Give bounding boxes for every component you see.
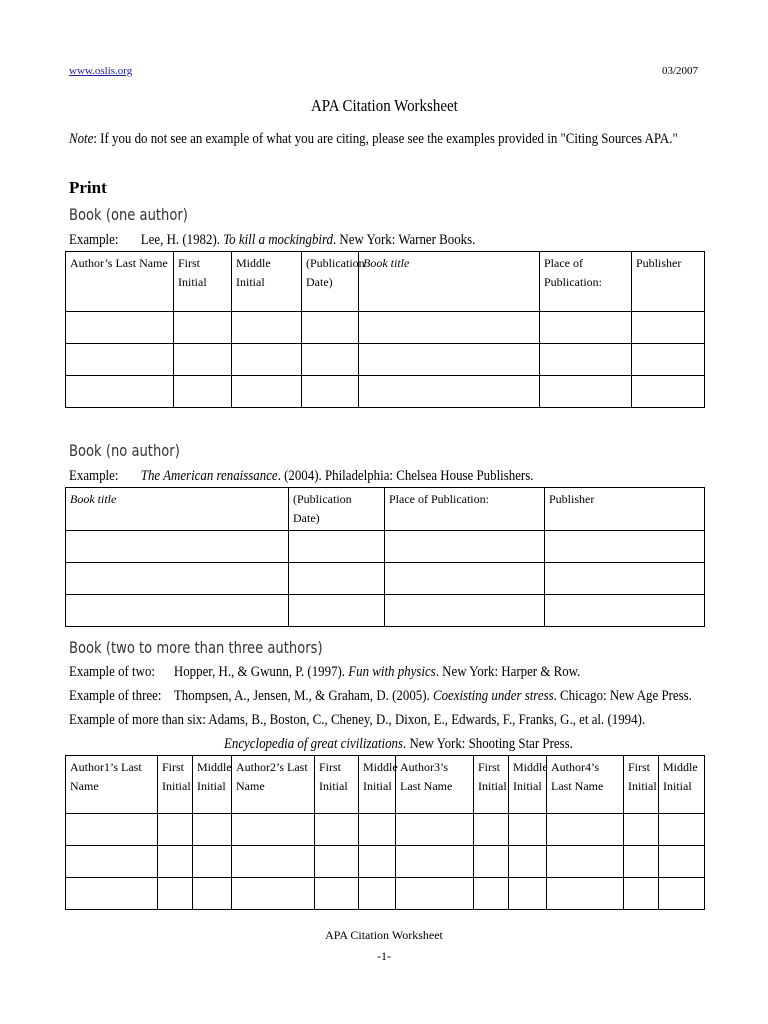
input-cell[interactable] xyxy=(624,878,659,910)
input-cell[interactable] xyxy=(66,878,158,910)
table-header-row xyxy=(66,488,705,531)
input-cell[interactable] xyxy=(193,814,232,846)
site-link[interactable]: www.oslis.org xyxy=(69,65,133,77)
input-cell[interactable] xyxy=(396,814,474,846)
input-cell[interactable] xyxy=(359,312,540,344)
table-row xyxy=(66,531,705,563)
input-cell[interactable] xyxy=(174,312,232,344)
input-cell[interactable] xyxy=(547,878,624,910)
page-title: APA Citation Worksheet xyxy=(310,96,458,115)
column-header: Middle Initial xyxy=(509,756,547,814)
example-six-authors-continued: Encyclopedia of great civilizations. New York: Shooting Star Press. xyxy=(224,736,573,752)
input-cell[interactable] xyxy=(158,814,193,846)
table-no-author xyxy=(65,487,705,627)
input-cell[interactable] xyxy=(302,376,359,408)
table-row xyxy=(66,312,705,344)
input-cell[interactable] xyxy=(289,563,385,595)
input-cell[interactable] xyxy=(359,814,396,846)
input-cell[interactable] xyxy=(174,344,232,376)
input-cell[interactable] xyxy=(474,846,509,878)
input-cell[interactable] xyxy=(474,814,509,846)
input-cell[interactable] xyxy=(193,878,232,910)
input-cell[interactable] xyxy=(232,846,315,878)
input-cell[interactable] xyxy=(385,563,545,595)
column-header: Middle Initial xyxy=(359,756,396,814)
input-cell[interactable] xyxy=(302,312,359,344)
input-cell[interactable] xyxy=(545,595,705,627)
input-cell[interactable] xyxy=(158,846,193,878)
column-header: (Publication Date) xyxy=(289,488,385,531)
column-header: Author3’s Last Name xyxy=(396,756,474,814)
column-header: Middle Initial xyxy=(659,756,705,814)
input-cell[interactable] xyxy=(193,846,232,878)
input-cell[interactable] xyxy=(396,846,474,878)
column-header: First Initial xyxy=(474,756,509,814)
input-cell[interactable] xyxy=(632,376,705,408)
input-cell[interactable] xyxy=(509,878,547,910)
input-cell[interactable] xyxy=(174,376,232,408)
column-header: First Initial xyxy=(158,756,193,814)
input-cell[interactable] xyxy=(659,814,705,846)
column-header: Book title xyxy=(66,488,289,531)
document-date: 03/2007 xyxy=(662,65,699,77)
example-one-author: Example: Lee, H. (1982). To kill a mockingbird. New York: Warner Books. xyxy=(69,232,476,248)
input-cell[interactable] xyxy=(232,344,302,376)
table-row xyxy=(66,878,705,910)
input-cell[interactable] xyxy=(545,531,705,563)
input-cell[interactable] xyxy=(385,595,545,627)
input-cell[interactable] xyxy=(66,344,174,376)
input-cell[interactable] xyxy=(547,846,624,878)
table-multiple-authors xyxy=(65,755,705,910)
input-cell[interactable] xyxy=(315,878,359,910)
column-header: First Initial xyxy=(315,756,359,814)
input-cell[interactable] xyxy=(66,814,158,846)
table-row xyxy=(66,376,705,408)
input-cell[interactable] xyxy=(385,531,545,563)
input-cell[interactable] xyxy=(302,344,359,376)
column-header: First Initial xyxy=(174,252,232,312)
column-header: Book title xyxy=(359,252,540,312)
input-cell[interactable] xyxy=(66,563,289,595)
input-cell[interactable] xyxy=(66,846,158,878)
print-heading: Print xyxy=(69,178,107,197)
table-header-row xyxy=(66,252,705,312)
note-text: : If you do not see an example of what you are citing, please see the examples provided in "Citing Sources APA." xyxy=(93,131,678,147)
input-cell[interactable] xyxy=(545,563,705,595)
section-heading-one-author: Book (one author) xyxy=(69,205,188,224)
table-row xyxy=(66,344,705,376)
column-header: Author1’s Last Name xyxy=(66,756,158,814)
table-one-author xyxy=(65,251,705,408)
input-cell[interactable] xyxy=(66,531,289,563)
column-header: Author4’s Last Name xyxy=(547,756,624,814)
column-header: Publisher xyxy=(545,488,705,531)
note-line xyxy=(69,131,678,148)
footer-page-number: -1- xyxy=(377,949,391,963)
table-row xyxy=(66,814,705,846)
input-cell[interactable] xyxy=(315,846,359,878)
example-no-author: Example: The American renaissance. (2004). Philadelphia: Chelsea House Publishers. xyxy=(69,468,534,484)
input-cell[interactable] xyxy=(232,312,302,344)
input-cell[interactable] xyxy=(359,878,396,910)
example-three-authors: Example of three: Thompsen, A., Jensen, M., & Graham, D. (2005). Coexisting under stress. Chicago: New Age Press. xyxy=(69,688,692,704)
input-cell[interactable] xyxy=(232,376,302,408)
input-cell[interactable] xyxy=(624,846,659,878)
input-cell[interactable] xyxy=(659,878,705,910)
input-cell[interactable] xyxy=(66,595,289,627)
input-cell[interactable] xyxy=(232,814,315,846)
input-cell[interactable] xyxy=(158,878,193,910)
input-cell[interactable] xyxy=(396,878,474,910)
section-heading-multiple-authors: Book (two to more than three authors) xyxy=(69,638,323,657)
input-cell[interactable] xyxy=(359,376,540,408)
input-cell[interactable] xyxy=(540,344,632,376)
table-header-row xyxy=(66,756,705,814)
column-header: (Publication Date) xyxy=(302,252,359,312)
column-header: Place of Publication: xyxy=(540,252,632,312)
section-heading-no-author: Book (no author) xyxy=(69,441,180,460)
input-cell[interactable] xyxy=(540,376,632,408)
example-two-authors: Example of two: Hopper, H., & Gwunn, P. (1997). Fun with physics. New York: Harper & Row. xyxy=(69,664,581,680)
input-cell[interactable] xyxy=(547,814,624,846)
input-cell[interactable] xyxy=(232,878,315,910)
input-cell[interactable] xyxy=(315,814,359,846)
column-header: Author2’s Last Name xyxy=(232,756,315,814)
input-cell[interactable] xyxy=(624,814,659,846)
input-cell[interactable] xyxy=(540,312,632,344)
column-header: Author’s Last Name xyxy=(66,252,174,312)
input-cell[interactable] xyxy=(659,846,705,878)
input-cell[interactable] xyxy=(509,814,547,846)
input-cell[interactable] xyxy=(474,878,509,910)
input-cell[interactable] xyxy=(632,312,705,344)
input-cell[interactable] xyxy=(289,595,385,627)
table-row xyxy=(66,595,705,627)
column-header: Publisher xyxy=(632,252,705,312)
input-cell[interactable] xyxy=(66,312,174,344)
note-label: Note xyxy=(69,131,94,147)
column-header: Middle Initial xyxy=(232,252,302,312)
input-cell[interactable] xyxy=(359,344,540,376)
input-cell[interactable] xyxy=(509,846,547,878)
input-cell[interactable] xyxy=(359,846,396,878)
column-header: First Initial xyxy=(624,756,659,814)
footer-title: APA Citation Worksheet xyxy=(325,928,443,942)
input-cell[interactable] xyxy=(66,376,174,408)
table-row xyxy=(66,563,705,595)
table-row xyxy=(66,846,705,878)
example-six-authors: Example of more than six: Adams, B., Boston, C., Cheney, D., Dixon, E., Edwards, F., Franks, G., et al. (1994). xyxy=(69,712,646,728)
input-cell[interactable] xyxy=(289,531,385,563)
column-header: Middle Initial xyxy=(193,756,232,814)
input-cell[interactable] xyxy=(632,344,705,376)
column-header: Place of Publication: xyxy=(385,488,545,531)
